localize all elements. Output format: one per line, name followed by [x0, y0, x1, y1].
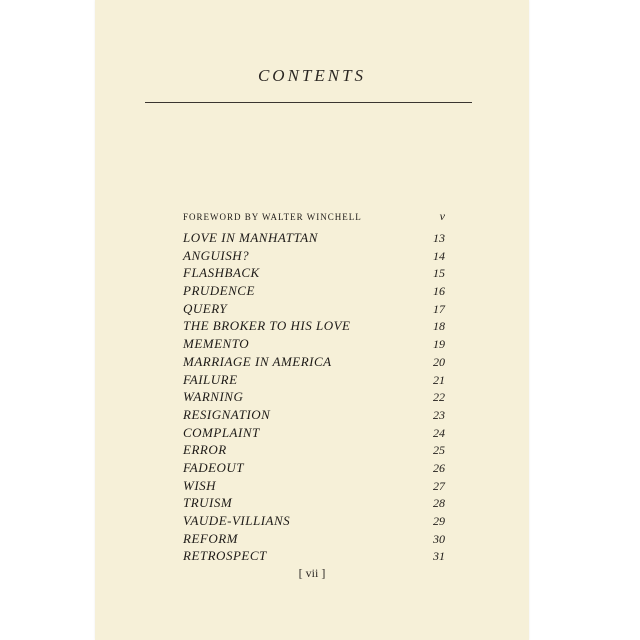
toc-entry-title: FADEOUT: [183, 459, 245, 475]
toc-entry-page: 28: [433, 496, 445, 511]
toc-entry-page: 14: [433, 248, 445, 263]
toc-entry-page: 16: [433, 284, 445, 299]
toc-entry-page: 30: [433, 531, 445, 546]
toc-entry: [183, 317, 445, 335]
toc-entry-title: ERROR: [183, 442, 227, 458]
toc-entry-title: WARNING: [183, 389, 244, 405]
toc-entry: [183, 353, 445, 371]
toc-entry-page: 18: [433, 319, 445, 334]
toc-entry-page: 21: [433, 372, 445, 387]
toc-entry-title: ANGUISH?: [183, 247, 250, 263]
toc-entry: [183, 300, 445, 318]
toc-entry: [183, 494, 445, 512]
toc-entry-title: RESIGNATION: [183, 406, 271, 422]
toc-entry-page: 22: [433, 390, 445, 405]
page-title: CONTENTS: [257, 66, 367, 85]
toc-entry-page: 23: [433, 407, 445, 422]
toc-entry: [183, 424, 445, 442]
toc-entry-page: 31: [433, 549, 445, 564]
book-page: [95, 0, 529, 640]
toc-entry: [183, 406, 445, 424]
toc-entry-page: 24: [433, 425, 445, 440]
toc-entry: [183, 282, 445, 300]
toc-entry: [183, 335, 445, 353]
toc-entry-title: COMPLAINT: [183, 424, 260, 440]
toc-entry-page: v: [439, 209, 445, 223]
toc-entry-page: 20: [433, 354, 445, 369]
toc-entry: [183, 247, 445, 265]
toc-entry: [183, 547, 445, 565]
title-rule: [145, 102, 472, 103]
toc-entry: [183, 388, 445, 406]
toc-entry-page: 17: [433, 301, 445, 316]
toc-entry-page: 29: [433, 514, 445, 528]
toc-entry-title: THE BROKER TO HIS LOVE: [183, 318, 351, 334]
toc-entry-page: 19: [433, 337, 445, 352]
toc-entry-title: REFORM: [183, 530, 238, 546]
toc-entry-title: VAUDE-VILLIANS: [183, 513, 291, 528]
toc-entry-title: FOREWORD BY WALTER WINCHELL: [183, 212, 362, 222]
toc-entry-title: LOVE IN MANHATTAN: [183, 230, 318, 245]
toc-entry: [183, 229, 445, 247]
toc-entry: [183, 477, 445, 495]
page-number: [ vii ]: [298, 566, 326, 580]
toc-entry-title: FLASHBACK: [183, 265, 260, 281]
toc-entry-title: PRUDENCE: [183, 283, 255, 299]
table-of-contents: [183, 207, 445, 565]
toc-entry-title: TRUISM: [183, 495, 233, 511]
toc-entry-title: QUERY: [183, 300, 228, 316]
toc-entry-page: 25: [433, 443, 445, 458]
toc-entry: [183, 264, 445, 282]
toc-entry-title: MEMENTO: [183, 336, 250, 352]
toc-entry-title: FAILURE: [183, 371, 238, 387]
toc-entry: [183, 512, 445, 530]
toc-entry: [183, 371, 445, 389]
toc-entry-page: 15: [433, 266, 445, 281]
toc-entry-page: 26: [433, 460, 445, 475]
toc-entry-page: 27: [433, 478, 445, 493]
toc-entry: [183, 530, 445, 548]
toc-entry: [183, 441, 445, 459]
toc-entry-title: RETROSPECT: [183, 548, 267, 564]
toc-entry-page: 13: [433, 231, 445, 245]
toc-entry: [183, 459, 445, 477]
toc-entry: [183, 207, 445, 229]
toc-entry-title: MARRIAGE IN AMERICA: [183, 353, 332, 369]
toc-entry-title: WISH: [183, 477, 217, 493]
